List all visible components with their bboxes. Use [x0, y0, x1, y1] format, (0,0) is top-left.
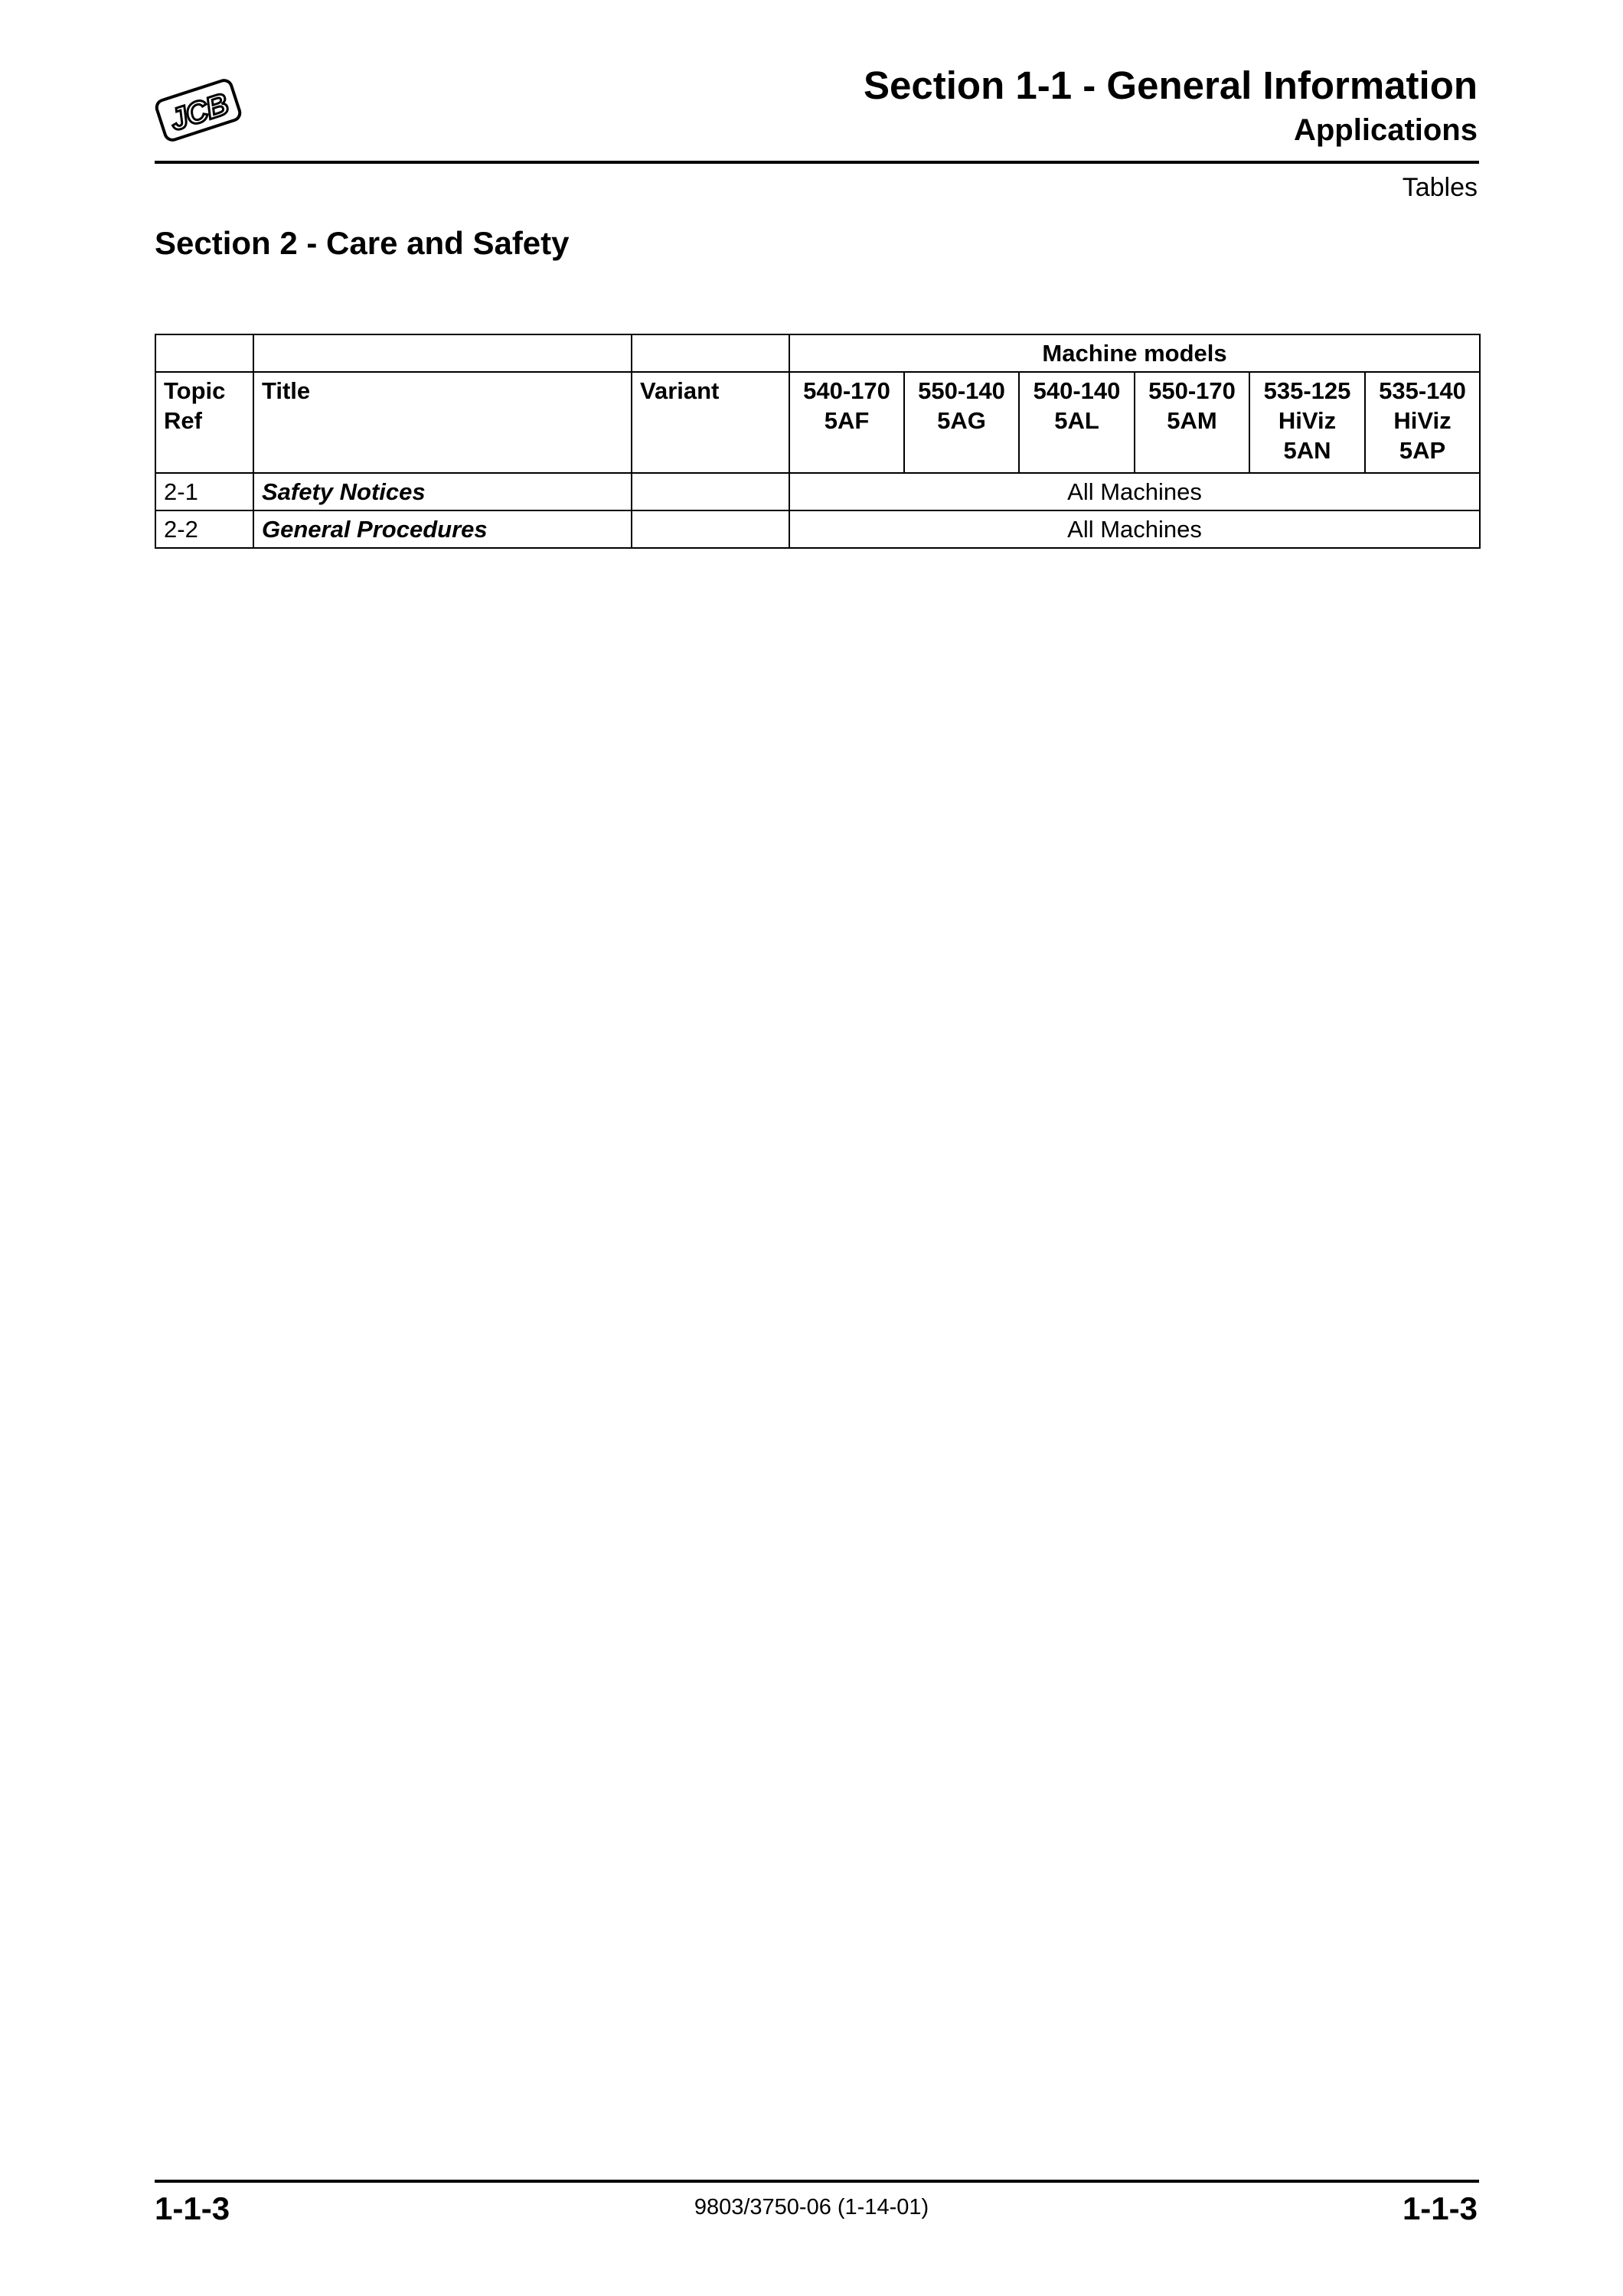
title-header: Title: [253, 372, 632, 473]
jcb-logo: [153, 73, 243, 148]
model-name: 540-170: [803, 377, 890, 404]
svg-text:JCB: JCB: [165, 87, 233, 138]
page-number-left: 1-1-3: [155, 2190, 230, 2226]
model-name: 550-170: [1148, 377, 1236, 404]
variant-header: Variant: [632, 372, 789, 473]
applicability-cell: All Machines: [789, 510, 1480, 548]
model-name: 550-140: [918, 377, 1005, 404]
model-code: 5AG: [937, 407, 986, 434]
model-header: [904, 372, 1019, 473]
model-name: 540-140: [1033, 377, 1121, 404]
machine-models-header: Machine models: [789, 334, 1480, 372]
table-row: [155, 473, 1480, 510]
table-column-header-row: [155, 372, 1480, 473]
empty-header-cell: [155, 334, 253, 372]
empty-header-cell: [253, 334, 632, 372]
table-row: [155, 510, 1480, 548]
page-number-right: 1-1-3: [1402, 2190, 1478, 2226]
model-code: 5AF: [824, 407, 870, 434]
jcb-logo-icon: [153, 73, 243, 148]
model-variant: HiViz: [1393, 407, 1452, 434]
model-variant: HiViz: [1278, 407, 1337, 434]
model-name: 535-125: [1263, 377, 1351, 404]
category-label: Tables: [1402, 173, 1478, 202]
header-divider: [155, 161, 1479, 164]
model-header: [1135, 372, 1249, 473]
model-code: 5AM: [1167, 407, 1217, 434]
model-header: [1019, 372, 1135, 473]
model-header: [789, 372, 904, 473]
topic-ref-cell: 2-1: [155, 473, 253, 510]
section-subtitle: Applications: [1293, 113, 1478, 147]
model-code: 5AN: [1283, 437, 1331, 464]
topic-ref-header: Topic Ref: [155, 372, 253, 473]
table-group-header-row: [155, 334, 1480, 372]
topic-title-link[interactable]: General Procedures: [253, 510, 632, 548]
applications-table: [155, 334, 1481, 549]
section-heading: Section 2 - Care and Safety: [155, 225, 570, 261]
footer-divider: [155, 2180, 1479, 2183]
applicability-cell: All Machines: [789, 473, 1480, 510]
model-header: [1249, 372, 1365, 473]
variant-cell: [632, 510, 789, 548]
document-number: 9803/3750-06 (1-14-01): [694, 2195, 929, 2219]
model-code: 5AP: [1399, 437, 1446, 464]
variant-cell: [632, 473, 789, 510]
topic-ref-cell: 2-2: [155, 510, 253, 548]
model-header: [1365, 372, 1480, 473]
empty-header-cell: [632, 334, 789, 372]
topic-title-link[interactable]: Safety Notices: [253, 473, 632, 510]
model-code: 5AL: [1054, 407, 1099, 434]
model-name: 535-140: [1379, 377, 1466, 404]
section-title: Section 1-1 - General Information: [864, 64, 1478, 107]
